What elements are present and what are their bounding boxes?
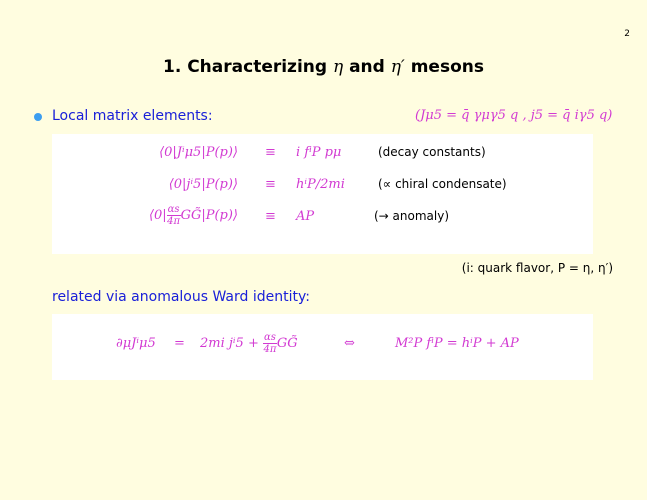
row2-rhs: hⁱP/2mi xyxy=(296,177,345,192)
matrix-elements-box xyxy=(52,134,593,254)
row3-lhs-post: GG̃|P(p)⟩ xyxy=(180,208,238,223)
ward-identity-box xyxy=(52,314,593,380)
title-prefix: 1. Characterizing xyxy=(163,57,333,77)
row3-note: (→ anomaly) xyxy=(374,209,450,223)
ward-frac-num: αs xyxy=(263,332,276,343)
row3-frac-den: 4π xyxy=(167,216,181,227)
bullet-dot xyxy=(34,113,42,121)
row1-rhs: i fⁱP pμ xyxy=(296,145,342,160)
title-and: and xyxy=(343,57,391,77)
currents-definition: (Jμ5 = q̄ γμγ5 q , j5 = q̄ iγ5 q) xyxy=(415,108,613,123)
ward-rhs-pre: 2mi jⁱ5 + xyxy=(200,336,259,351)
ward-lhs: ∂μJⁱμ5 xyxy=(116,336,156,351)
ward-eq: = xyxy=(174,336,185,351)
row3-eq: ≡ xyxy=(265,209,276,224)
row3-frac-num: αs xyxy=(167,204,180,215)
matrix-row-3 xyxy=(52,204,593,230)
ward-frac-den: 4π xyxy=(263,344,277,355)
title-suffix: mesons xyxy=(404,57,484,77)
title-etaprime: η′ xyxy=(390,57,405,77)
row3-rhs: AP xyxy=(296,209,315,224)
bullet-heading: Local matrix elements: xyxy=(52,108,213,124)
ward-iff: ⇔ xyxy=(344,336,355,351)
row3-lhs xyxy=(149,204,238,227)
row1-eq: ≡ xyxy=(265,145,276,160)
ward-rhs-post: GG̃ xyxy=(276,336,298,351)
title-eta: η xyxy=(332,57,344,77)
ward-rhs xyxy=(200,332,298,355)
page-title xyxy=(0,57,647,77)
row2-lhs: ⟨0|jⁱ5|P(p)⟩ xyxy=(168,177,238,192)
row1-lhs: ⟨0|Jⁱμ5|P(p)⟩ xyxy=(159,145,238,160)
page-number: 2 xyxy=(624,29,630,39)
row3-lhs-pre: ⟨0| xyxy=(148,208,167,223)
row1-note: (decay constants) xyxy=(378,145,486,159)
ward-equation xyxy=(52,332,593,360)
ward-intro: related via anomalous Ward identity: xyxy=(52,289,310,305)
ward-right: M²P fⁱP = hⁱP + AP xyxy=(395,336,519,351)
row2-eq: ≡ xyxy=(265,177,276,192)
flavor-note: (i: quark flavor, P = η, η′) xyxy=(461,261,613,275)
row2-note: (∝ chiral condensate) xyxy=(378,177,507,191)
